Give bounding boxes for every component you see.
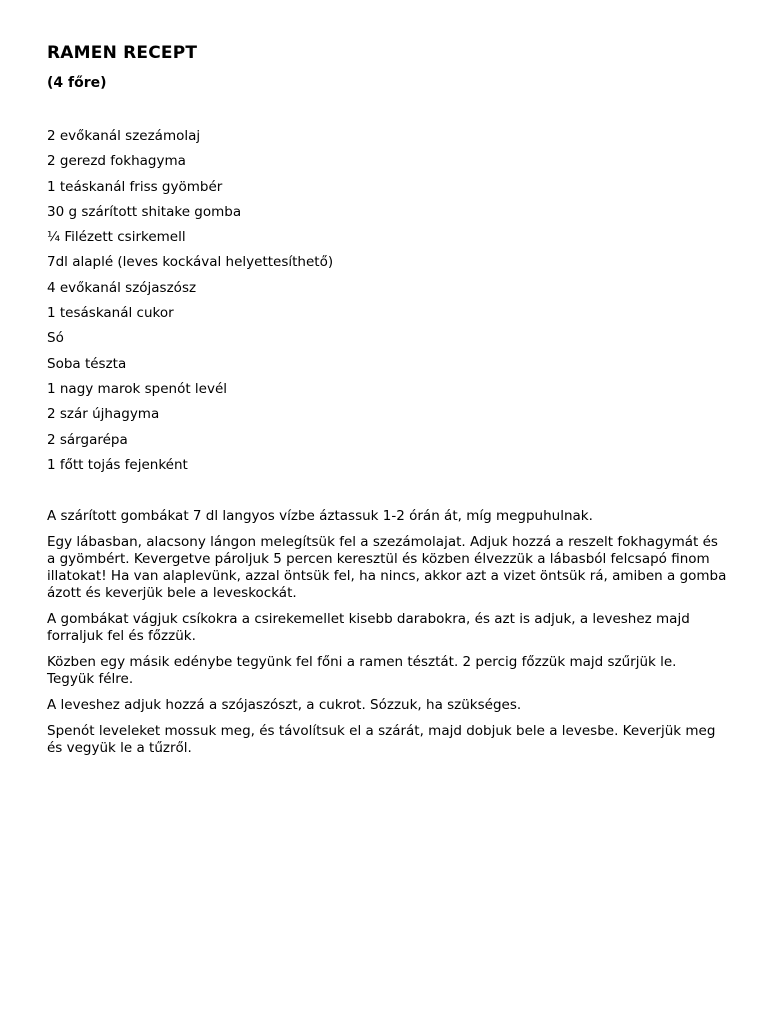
instructions — [47, 508, 727, 757]
ingredient-item: 2 szár újhagyma — [47, 406, 160, 423]
ingredient-item: 30 g szárított shitake gomba — [47, 203, 242, 220]
instruction-paragraph: Egy lábasban, alacsony lángon melegítsük fel a szezámolajat. Adjuk hozzá a reszelt fokhagymát és a gyömbért. Kevergetve pároljuk 5 percen keresztül és közben élvezzük a lábasból felcsapó finom illatokat! Ha van alaplevünk, azzal öntsük fel, ha nincs, akkor azt a vizet öntsük rá, amiben a gomba ázott és keverjük bele a leveskockát. — [47, 534, 727, 602]
ingredient-item: 4 evőkanál szójaszósz — [47, 279, 197, 296]
ingredient-item: 2 sárgarépa — [47, 431, 128, 448]
ingredient-item: Só — [47, 330, 64, 347]
recipe-title: RAMEN RECEPT — [47, 43, 198, 63]
instruction-paragraph: A gombákat vágjuk csíkokra a csirekemellet kisebb darabokra, és azt is adjuk, a leveshez majd forraljuk fel és főzzük. — [47, 611, 690, 645]
ingredient-item: ¼ Filézett csirkemell — [47, 229, 186, 246]
ingredient-item: 2 gerezd fokhagyma — [47, 153, 186, 170]
ingredient-item: Soba tészta — [47, 355, 127, 372]
servings-subtitle: (4 főre) — [47, 75, 107, 91]
ingredient-item: 1 teáskanál friss gyömbér — [47, 178, 223, 195]
instruction-paragraph: Közben egy másik edénybe tegyünk fel főni a ramen tésztát. 2 percig főzzük majd szűrjük le. Tegyük félre. — [47, 654, 677, 688]
instruction-paragraph: Spenót leveleket mossuk meg, és távolítsuk el a szárát, majd dobjuk bele a levesbe. Keverjük meg és vegyük le a tűzről. — [47, 723, 716, 757]
recipe-page — [47, 42, 727, 766]
instruction-paragraph: A szárított gombákat 7 dl langyos vízbe áztassuk 1-2 órán át, míg megpuhulnak. — [47, 508, 593, 525]
ingredient-item: 2 evőkanál szezámolaj — [47, 128, 201, 144]
ingredient-list — [47, 124, 727, 478]
ingredient-item: 1 tesáskanál cukor — [47, 305, 174, 322]
ingredient-item: 1 főtt tojás fejenként — [47, 456, 188, 473]
ingredient-item: 1 nagy marok spenót levél — [47, 380, 228, 397]
ingredient-item: 7dl alaplé (leves kockával helyettesíthető) — [47, 254, 334, 271]
instruction-paragraph: A leveshez adjuk hozzá a szójaszószt, a cukrot. Sózzuk, ha szükséges. — [47, 697, 522, 714]
